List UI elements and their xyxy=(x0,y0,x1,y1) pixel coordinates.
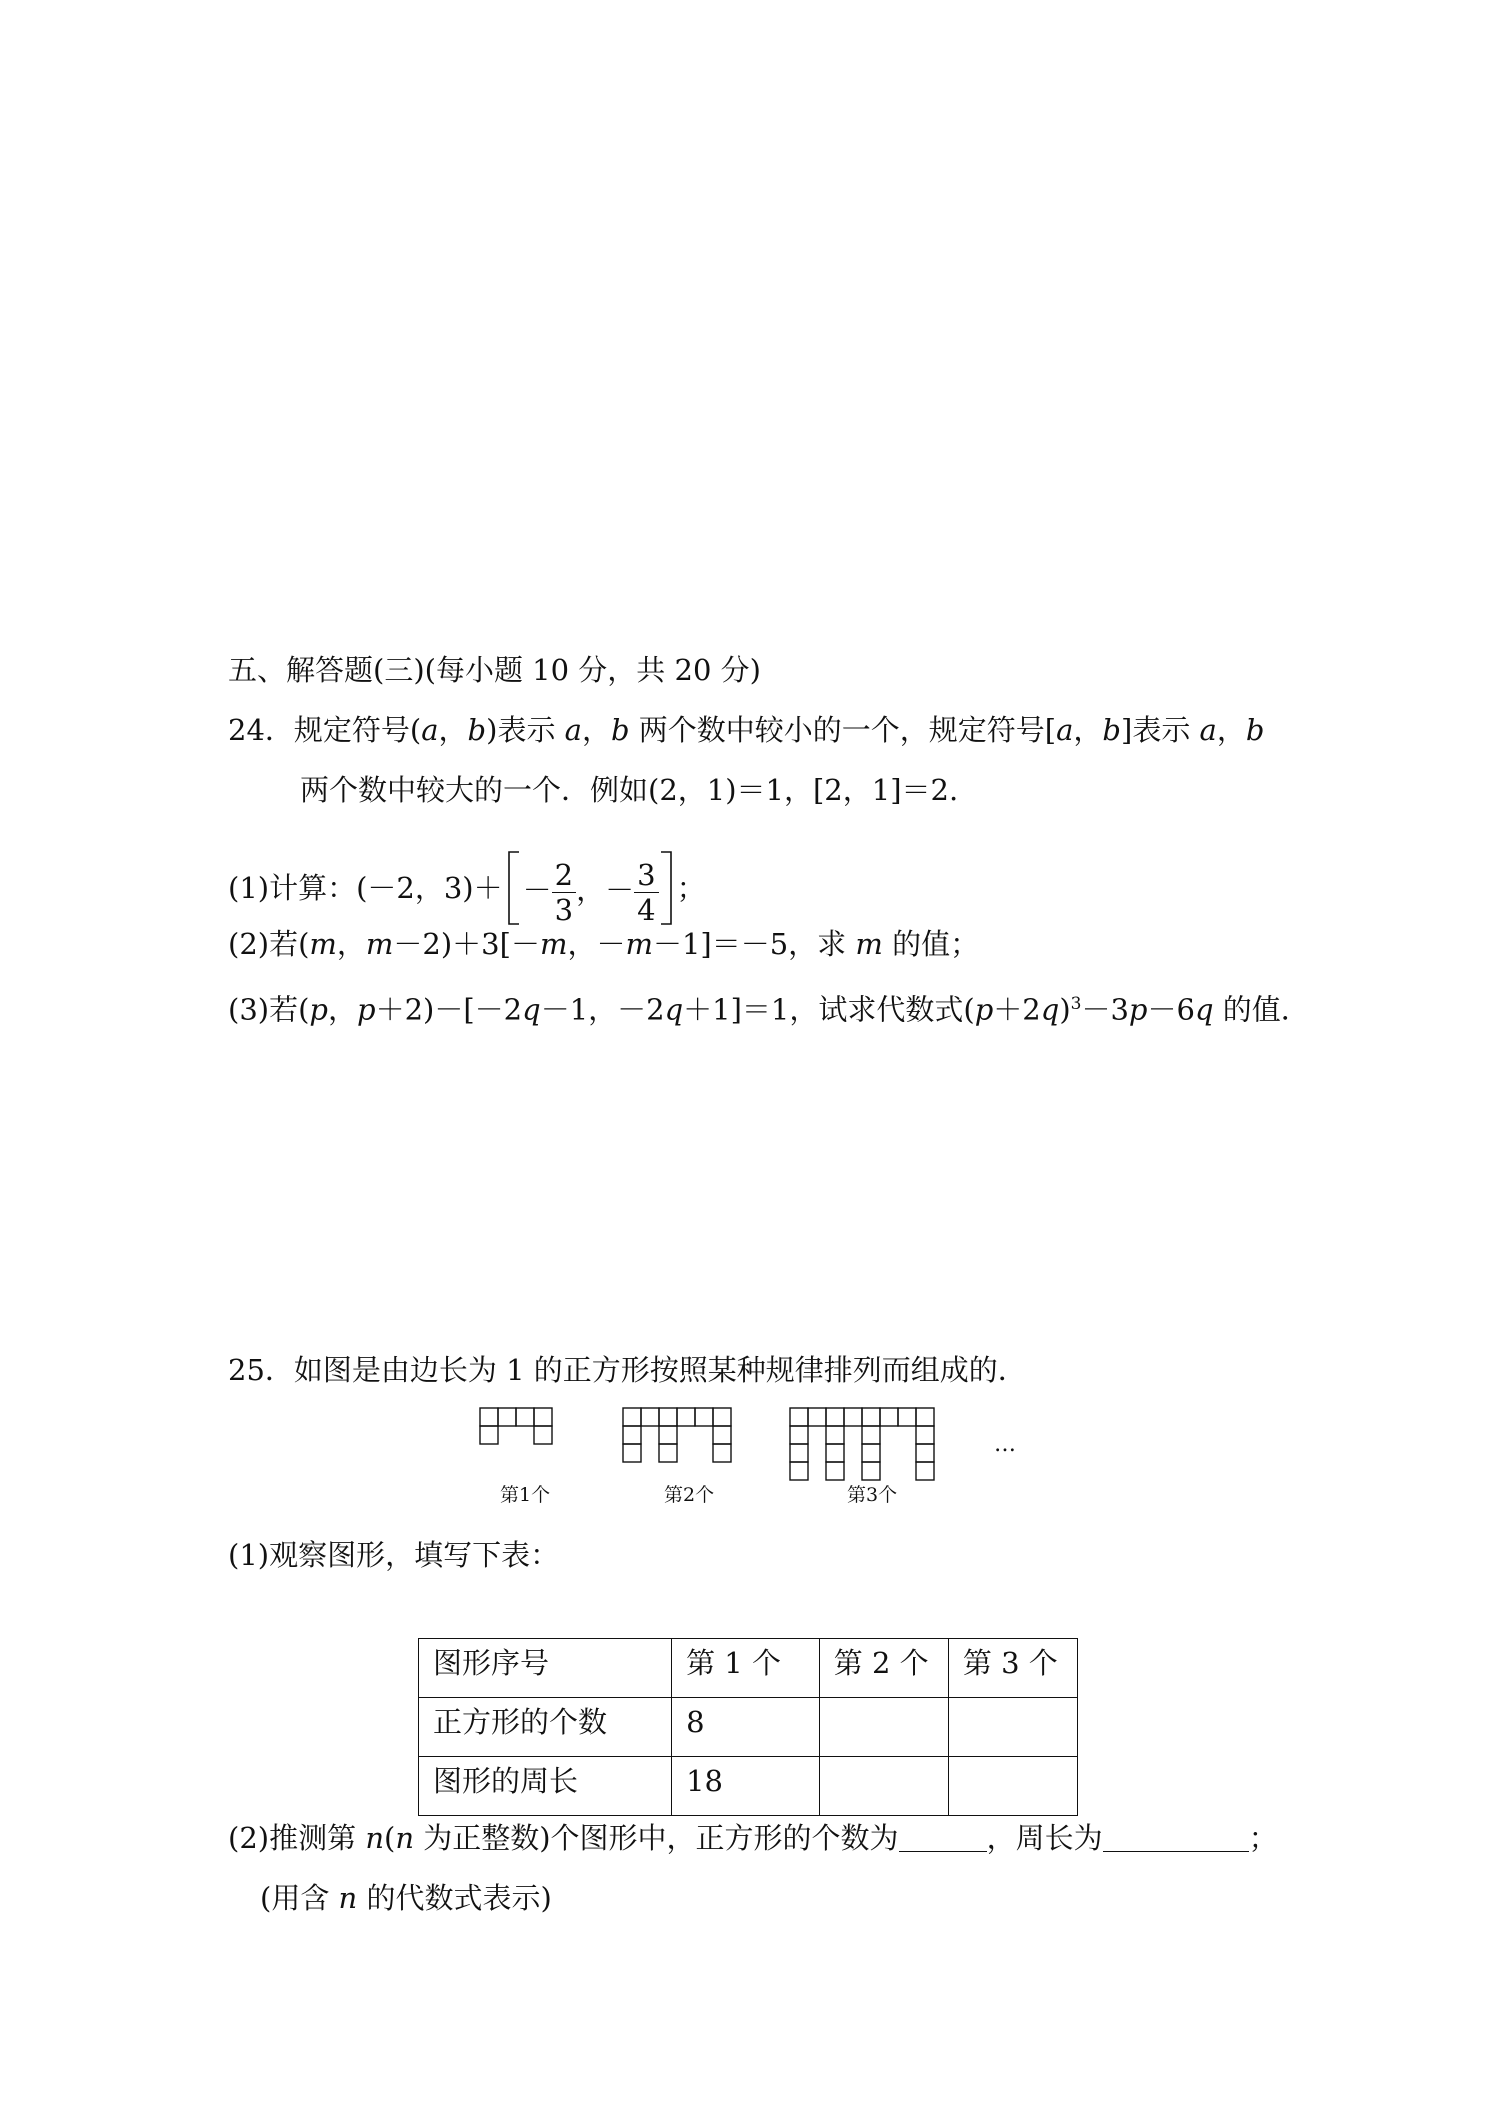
unit-square xyxy=(790,1462,808,1480)
fraction-neg-two-thirds: $\frac{2}{3}$ xyxy=(552,858,576,927)
unit-square xyxy=(844,1408,862,1426)
answer-blank-perimeter[interactable] xyxy=(1103,1821,1249,1852)
unit-square xyxy=(713,1444,731,1462)
unit-square xyxy=(826,1408,844,1426)
q24-line2: 两个数中较大的一个．例如(2，1)＝1，[2，1]＝2. xyxy=(300,773,959,807)
q25-number: 25． xyxy=(228,1353,294,1387)
unit-square xyxy=(713,1408,731,1426)
figure-3-caption: 第3个 xyxy=(847,1484,898,1506)
unit-square xyxy=(641,1408,659,1426)
unit-square xyxy=(826,1444,844,1462)
q24-number: 24． xyxy=(228,713,294,747)
q24-part3: (3)若(p，p＋2)－[－2q－1，－2q＋1]＝1，试求代数式$(p+2q)^3-3p-6q$ 的值． xyxy=(228,992,1310,1027)
unit-square xyxy=(916,1408,934,1426)
unit-square xyxy=(659,1444,677,1462)
unit-square xyxy=(623,1408,641,1426)
figure-2-caption: 第2个 xyxy=(664,1484,715,1506)
q25-part2: (2)推测第 n(n 为正整数)个图形中，正方形的个数为 ，周长为 ； xyxy=(228,1821,1278,1855)
unit-square xyxy=(695,1408,713,1426)
unit-square xyxy=(862,1462,880,1480)
figure-3 xyxy=(790,1408,934,1480)
unit-square xyxy=(916,1462,934,1480)
table-cell: 图形的周长 xyxy=(419,1757,672,1816)
figure-1 xyxy=(480,1408,552,1444)
unit-square xyxy=(534,1426,552,1444)
unit-square xyxy=(713,1426,731,1444)
unit-square xyxy=(916,1426,934,1444)
answer-cell[interactable] xyxy=(948,1698,1077,1757)
unit-square xyxy=(862,1444,880,1462)
unit-square xyxy=(498,1408,516,1426)
unit-square xyxy=(826,1426,844,1444)
unit-square xyxy=(790,1408,808,1426)
answer-blank-count[interactable] xyxy=(899,1821,987,1852)
answer-cell[interactable] xyxy=(819,1698,948,1757)
unit-square xyxy=(808,1408,826,1426)
unit-square xyxy=(480,1426,498,1444)
table-cell: 18 xyxy=(672,1757,820,1816)
unit-square xyxy=(790,1426,808,1444)
unit-square xyxy=(659,1426,677,1444)
ellipsis: … xyxy=(994,1432,1016,1457)
table-cell: 正方形的个数 xyxy=(419,1698,672,1757)
table-header-cell: 第 1 个 xyxy=(672,1639,820,1698)
unit-square xyxy=(480,1408,498,1426)
unit-square xyxy=(790,1444,808,1462)
table-row xyxy=(419,1698,1078,1757)
table-header-cell: 第 3 个 xyxy=(948,1639,1077,1698)
figure-2 xyxy=(623,1408,731,1462)
unit-square xyxy=(880,1408,898,1426)
unit-square xyxy=(623,1426,641,1444)
unit-square xyxy=(623,1444,641,1462)
section-title: 五、解答题(三)(每小题 10 分，共 20 分) xyxy=(228,653,761,687)
figure-1-caption: 第1个 xyxy=(500,1484,551,1506)
unit-square xyxy=(916,1444,934,1462)
table-cell: 8 xyxy=(672,1698,820,1757)
unit-square xyxy=(677,1408,695,1426)
unit-square xyxy=(659,1408,677,1426)
unit-square xyxy=(516,1408,534,1426)
answer-cell[interactable] xyxy=(819,1757,948,1816)
unit-square xyxy=(862,1408,880,1426)
unit-square xyxy=(898,1408,916,1426)
square-pattern-figures xyxy=(0,1400,1488,1510)
unit-square xyxy=(862,1426,880,1444)
left-bracket-icon xyxy=(507,850,521,926)
q24-part2: (2)若(m，m－2)＋3[－m，－m－1]＝－5，求 m 的值； xyxy=(228,927,980,961)
q24-line1: 24．规定符号(a，b)表示 a，b 两个数中较小的一个，规定符号[a，b]表示 a，b xyxy=(228,713,1265,747)
fraction-neg-three-quarters: $\frac{3}{4}$ xyxy=(634,858,658,927)
q25-line1: 25．如图是由边长为 1 的正方形按照某种规律排列而组成的． xyxy=(228,1353,1027,1387)
table-row xyxy=(419,1757,1078,1816)
answer-table xyxy=(418,1638,1078,1816)
square-bracket-expression: － $\frac{2}{3}$ ，－ $\frac{3}{4}$ xyxy=(507,850,673,930)
q24-part1: (1)计算：(－2，3)＋ － $\frac{2}{3}$ ，－ $\frac{3}{4}$ ； xyxy=(228,848,706,928)
right-bracket-icon xyxy=(659,850,673,926)
q25-part2-note: (用含 n 的代数式表示) xyxy=(260,1881,552,1915)
unit-square xyxy=(534,1408,552,1426)
table-header-row xyxy=(419,1639,1078,1698)
unit-square xyxy=(826,1462,844,1480)
table-header-cell: 第 2 个 xyxy=(819,1639,948,1698)
table-header-cell: 图形序号 xyxy=(419,1639,672,1698)
q25-part1: (1)观察图形，填写下表： xyxy=(228,1538,560,1572)
answer-cell[interactable] xyxy=(948,1757,1077,1816)
